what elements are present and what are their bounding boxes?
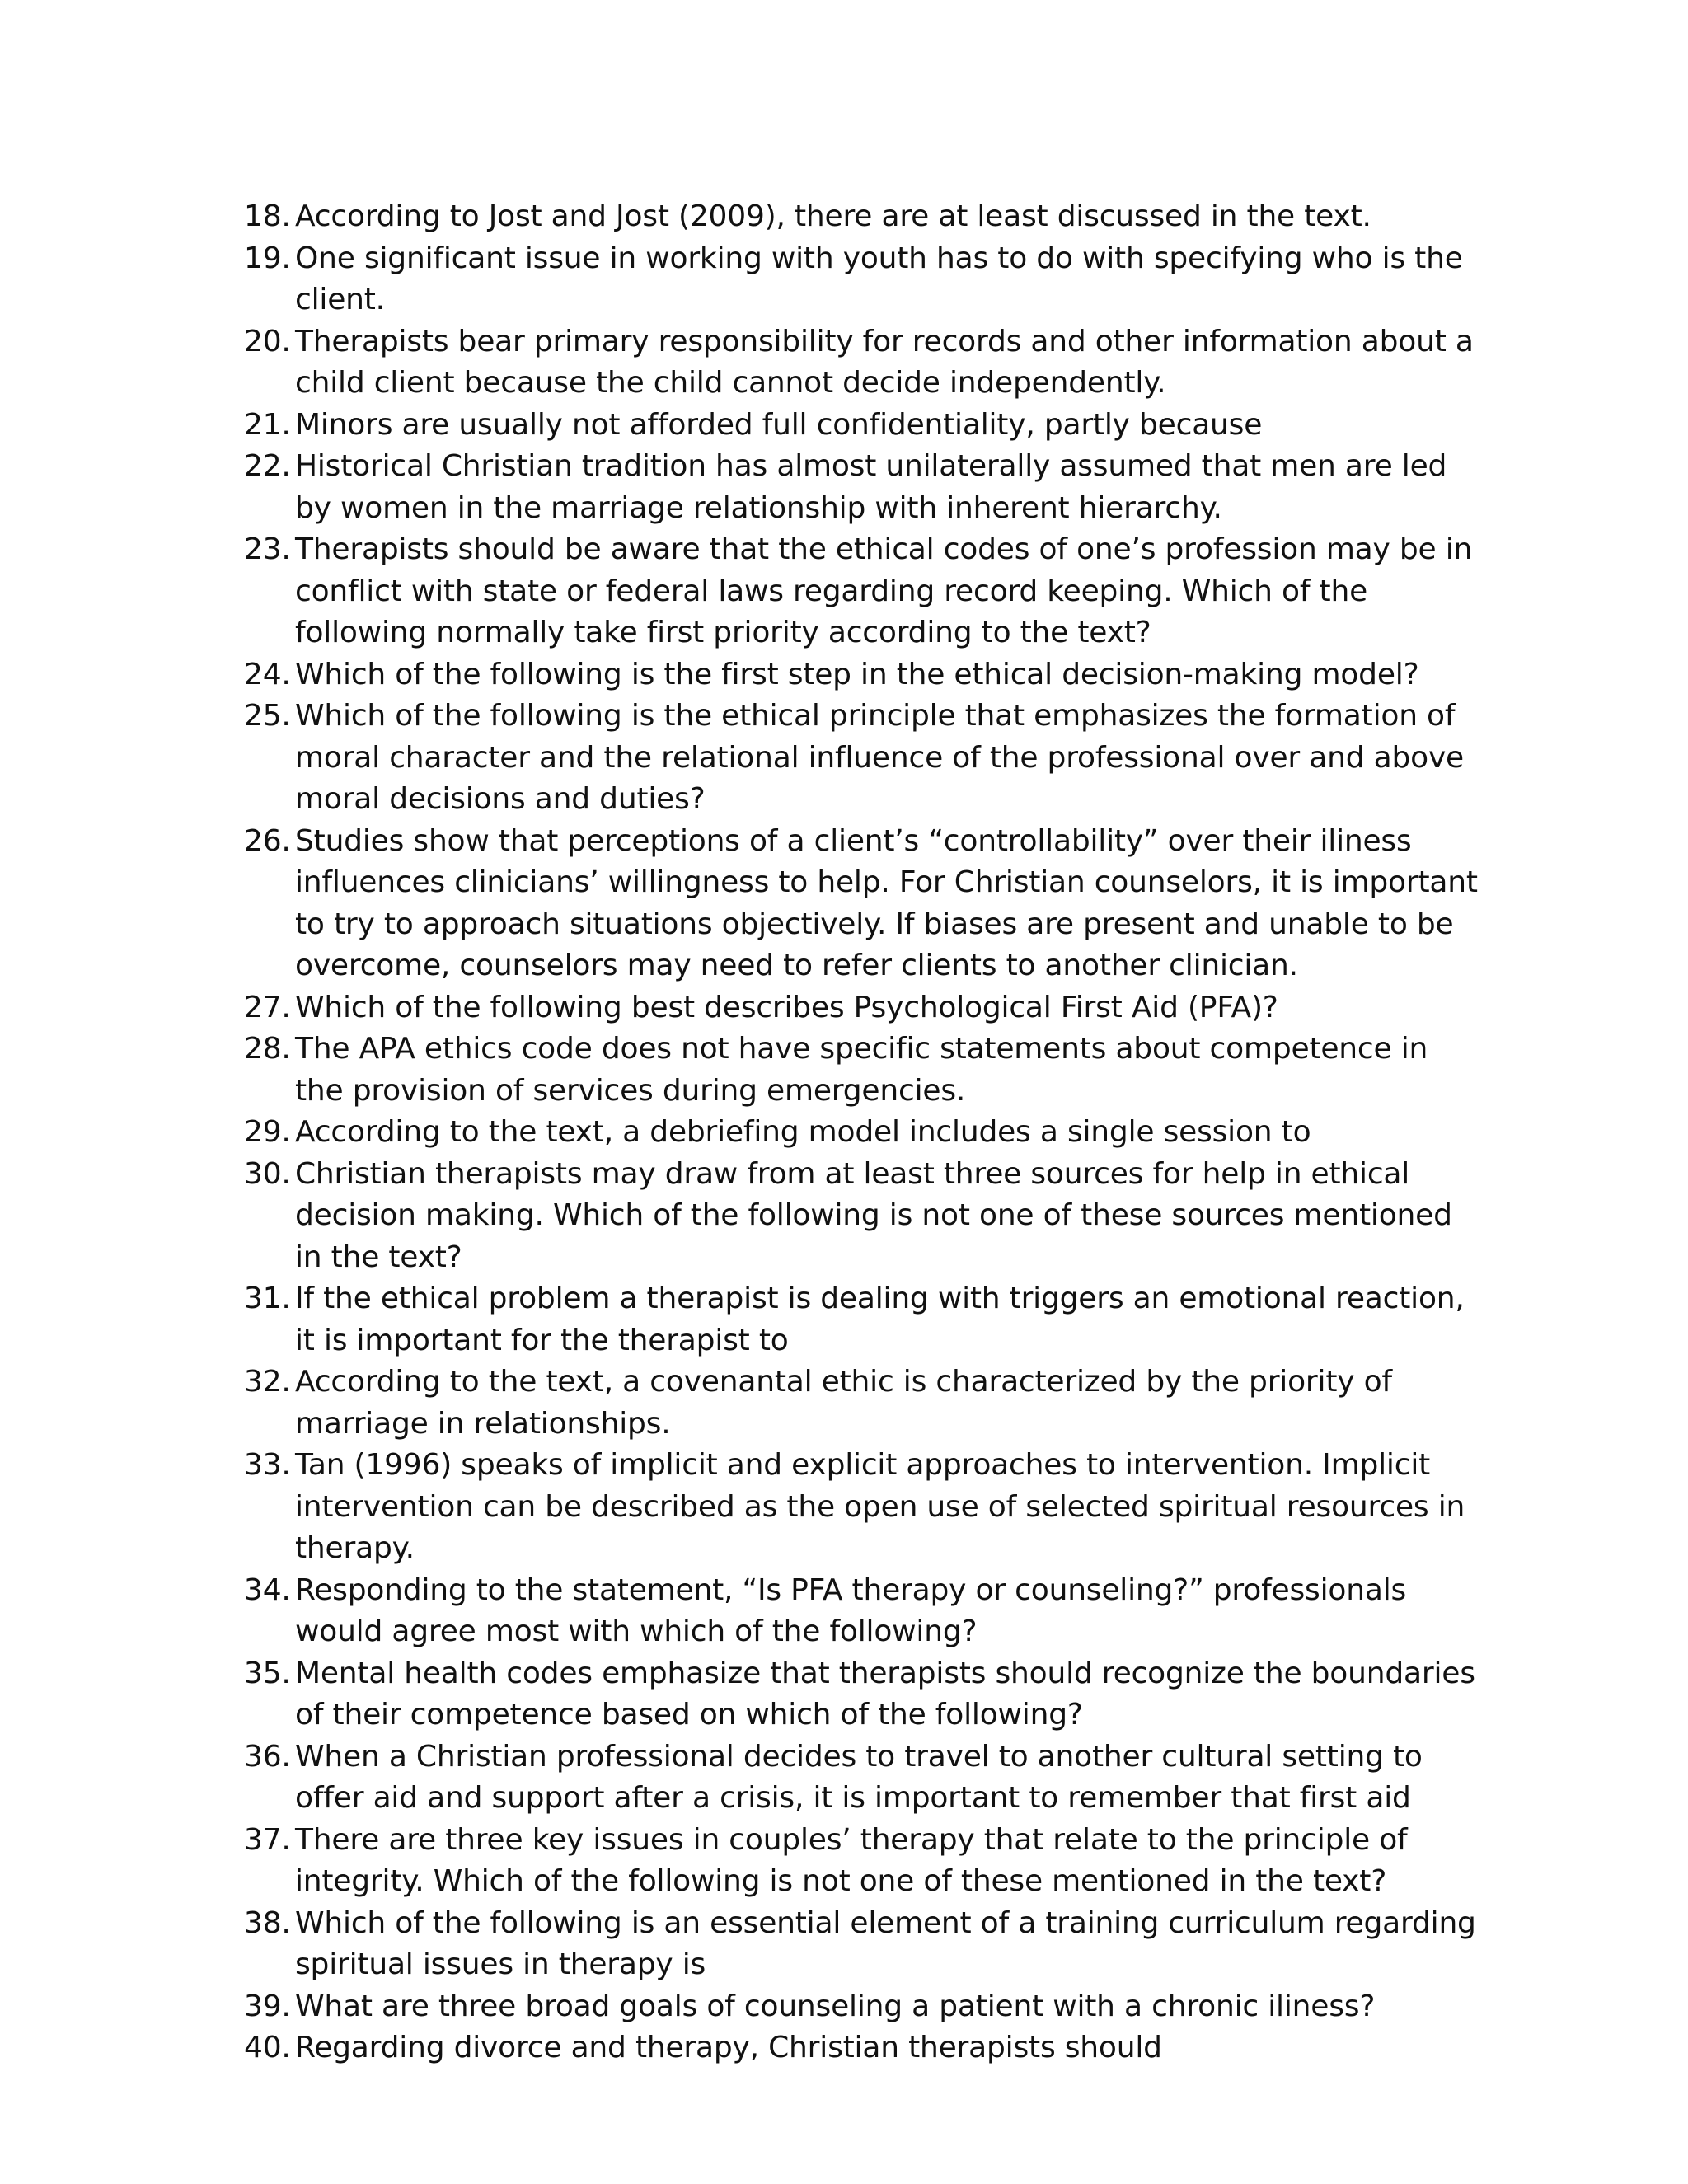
question-text: Historical Christian tradition has almost unilaterally assumed that men are led by women in the marriage relationship with inherent hierarchy.: [295, 449, 1447, 525]
question-text: Therapists should be aware that the ethical codes of one’s profession may be in conflict with state or federal laws regarding record keeping. Which of the following normally take first priority according to the text?: [295, 532, 1473, 649]
question-item: [244, 2027, 1480, 2069]
question-item: [244, 1154, 1480, 1279]
question-text: There are three key issues in couples’ therapy that relate to the principle of integrity. Which of the following is not one of these mentioned in the text?: [295, 1822, 1408, 1898]
question-number: 35.: [244, 1656, 291, 1690]
question-number: 24.: [244, 657, 291, 691]
question-item: [244, 654, 1480, 696]
question-text: Which of the following is the ethical principle that emphasizes the formation of moral character and the relational influence of the professional over and above moral decisions and duties?: [295, 699, 1464, 816]
question-number: 21.: [244, 407, 291, 442]
question-text: When a Christian professional decides to travel to another cultural setting to offer aid and support after a crisis, it is important to remember that first aid: [295, 1739, 1423, 1815]
question-number: 32.: [244, 1365, 291, 1399]
question-text: Which of the following is an essential element of a training curriculum regarding spiritual issues in therapy is: [295, 1905, 1476, 1981]
question-item: [244, 696, 1480, 821]
question-text: According to the text, a covenantal ethic is characterized by the priority of marriage in relationships.: [295, 1365, 1392, 1441]
question-number: 19.: [244, 241, 291, 275]
question-text: One significant issue in working with youth has to do with specifying who is the client.: [295, 241, 1463, 316]
question-number: 31.: [244, 1282, 291, 1315]
question-item: [244, 1986, 1480, 2028]
question-number: 20.: [244, 324, 291, 359]
question-text: Studies show that perceptions of a client’s “controllability” over their iliness influences clinicians’ willingness to help. For Christian counselors, it is important to try to approach situations objectively. If biases are present and unable to be overcome, counselors may need to refer clients to another clinician.: [295, 823, 1478, 982]
question-text: Tan (1996) speaks of implicit and explicit approaches to intervention. Implicit intervention can be described as the open use of selected spiritual resources in therapy.: [295, 1448, 1465, 1565]
question-item: [244, 1653, 1480, 1736]
question-number: 30.: [244, 1156, 291, 1191]
question-item: [244, 1820, 1480, 1903]
question-item: [244, 1029, 1480, 1112]
question-number: 36.: [244, 1739, 291, 1774]
question-item: [244, 1570, 1480, 1653]
question-item: [244, 1112, 1480, 1154]
question-item: [244, 1278, 1480, 1361]
question-item: [244, 529, 1480, 654]
question-text: What are three broad goals of counseling a patient with a chronic iliness?: [295, 1989, 1376, 2023]
question-text: According to the text, a debriefing model includes a single session to: [295, 1115, 1311, 1149]
question-number: 37.: [244, 1822, 291, 1857]
question-number: 23.: [244, 532, 291, 566]
question-text: The APA ethics code does not have specific statements about competence in the provision of services during emergencies.: [295, 1032, 1428, 1108]
question-list: [244, 196, 1480, 2069]
question-item: [244, 321, 1480, 405]
question-item: [244, 446, 1480, 529]
question-item: [244, 1903, 1480, 1986]
question-text: If the ethical problem a therapist is dealing with triggers an emotional reaction, it is important for the therapist to: [295, 1282, 1465, 1357]
question-item: [244, 821, 1480, 987]
question-number: 25.: [244, 699, 291, 733]
question-text: Therapists bear primary responsibility for records and other information about a child client because the child cannot decide independently.: [295, 324, 1474, 400]
question-number: 38.: [244, 1905, 291, 1940]
question-item: [244, 1736, 1480, 1820]
question-number: 34.: [244, 1572, 291, 1607]
question-item: [244, 405, 1480, 447]
question-number: 29.: [244, 1115, 291, 1149]
question-text: Responding to the statement, “Is PFA therapy or counseling?” professionals would agree most with which of the following?: [295, 1572, 1407, 1648]
question-number: 33.: [244, 1448, 291, 1482]
question-text: Regarding divorce and therapy, Christian therapists should: [295, 2031, 1162, 2064]
question-text: According to Jost and Jost (2009), there are at least discussed in the text.: [295, 199, 1372, 233]
question-text: Which of the following best describes Psychological First Aid (PFA)?: [295, 990, 1278, 1024]
question-item: [244, 238, 1480, 321]
question-number: 28.: [244, 1032, 291, 1066]
question-item: [244, 1445, 1480, 1570]
question-text: Which of the following is the first step in the ethical decision-making model?: [295, 657, 1419, 691]
question-item: [244, 987, 1480, 1029]
question-number: 40.: [244, 2031, 291, 2064]
question-number: 22.: [244, 449, 291, 483]
question-text: Christian therapists may draw from at least three sources for help in ethical decision making. Which of the following is not one of these sources mentioned in the text?: [295, 1156, 1452, 1274]
question-number: 26.: [244, 823, 291, 858]
question-number: 39.: [244, 1989, 291, 2023]
question-text: Minors are usually not afforded full confidentiality, partly because: [295, 407, 1263, 442]
question-number: 18.: [244, 199, 291, 233]
question-text: Mental health codes emphasize that therapists should recognize the boundaries of their competence based on which of the following?: [295, 1656, 1475, 1732]
question-item: [244, 196, 1480, 238]
question-number: 27.: [244, 990, 291, 1024]
question-item: [244, 1361, 1480, 1445]
